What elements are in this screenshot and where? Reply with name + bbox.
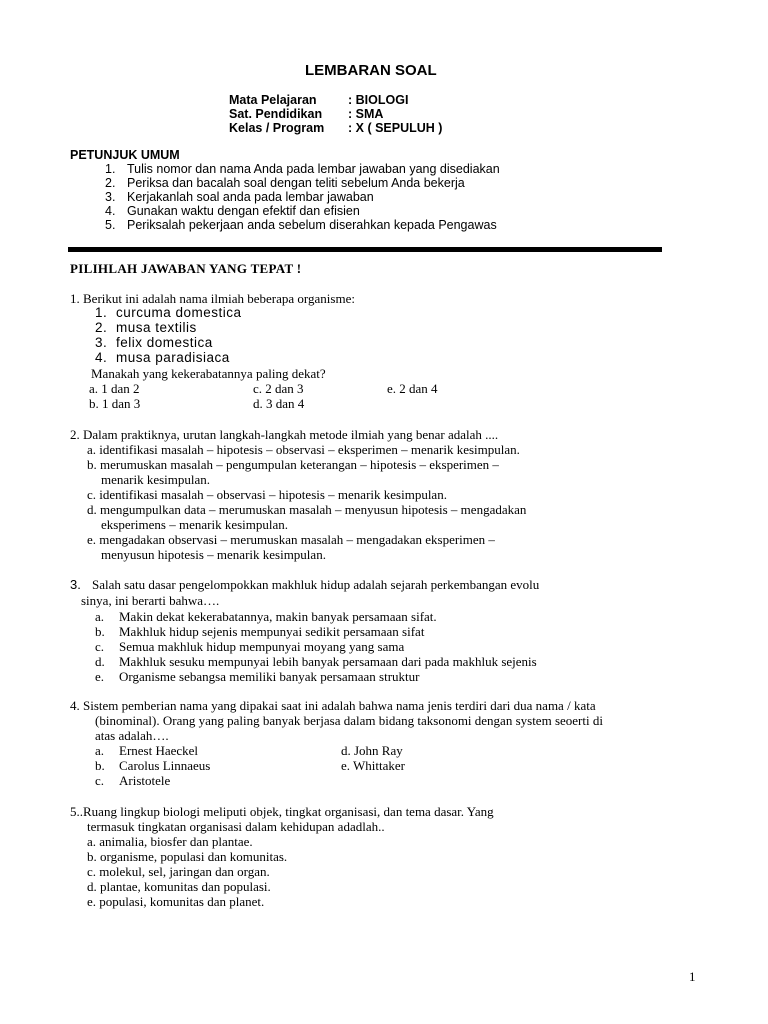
answer-instruction: PILIHLAH JAWABAN YANG TEPAT !: [70, 261, 302, 276]
option-letter: c.: [95, 639, 105, 654]
organism-name: musa paradisiaca: [116, 350, 230, 365]
option-a: a. 1 dan 2: [89, 381, 140, 396]
question-number: 3.: [70, 577, 81, 592]
option-text: Makhluk sesuku mempunyai lebih banyak persamaan dari pada makhluk sejenis: [119, 654, 537, 669]
question-prompt: Manakah yang kekerabatannya paling dekat?: [91, 366, 326, 381]
option-b: b. organisme, populasi dan komunitas.: [87, 849, 288, 864]
instruction-num: 4.: [105, 204, 116, 218]
header-label-subject: Mata Pelajaran: [229, 93, 317, 107]
header-value-school: : SMA: [348, 107, 384, 121]
option-letter: b.: [95, 758, 105, 773]
option-letter: e.: [95, 669, 105, 684]
question-stem-continued: (binominal). Orang yang paling banyak berjasa dalam bidang taksonomi dengan system seoerti di: [95, 713, 603, 728]
header-value-class: : X ( SEPULUH ): [348, 121, 443, 135]
option-e: e. Whittaker: [341, 758, 406, 773]
option-letter: d.: [95, 654, 105, 669]
instruction-text: Periksa dan bacalah soal dengan teliti sebelum Anda bekerja: [127, 176, 465, 190]
question-stem: 5..Ruang lingkup biologi meliputi objek, tingkat organisasi, dan tema dasar. Yang: [70, 804, 494, 819]
option-letter: b.: [95, 624, 105, 639]
option-a: a. identifikasi masalah – hipotesis – observasi – eksperimen – menarik kesimpulan.: [87, 442, 520, 457]
question-stem: 1. Berikut ini adalah nama ilmiah beberapa organisme:: [70, 291, 355, 306]
organism-num: 1.: [95, 305, 108, 320]
option-c: c. molekul, sel, jaringan dan organ.: [87, 864, 270, 879]
organism-name: musa textilis: [116, 320, 197, 335]
section-divider: [68, 247, 662, 252]
question-stem: Salah satu dasar pengelompokkan makhluk hidup adalah sejarah perkembangan evolu: [92, 577, 540, 592]
option-b: b. merumuskan masalah – pengumpulan keterangan – hipotesis – eksperimen –: [87, 457, 499, 472]
option-b: b. 1 dan 3: [89, 396, 141, 411]
header-label-class: Kelas / Program: [229, 121, 325, 135]
option-text: Semua makhluk hidup mempunyai moyang yang sama: [119, 639, 405, 654]
option-d: d. mengumpulkan data – merumuskan masalah – menyusun hipotesis – mengadakan: [87, 502, 527, 517]
instruction-num: 1.: [105, 162, 116, 176]
header-value-subject: : BIOLOGI: [348, 93, 409, 107]
organism-name: curcuma domestica: [116, 305, 242, 320]
instruction-num: 2.: [105, 176, 116, 190]
instruction-num: 3.: [105, 190, 116, 204]
instruction-text: Tulis nomor dan nama Anda pada lembar jawaban yang disediakan: [127, 162, 500, 176]
question-stem-end: atas adalah….: [95, 728, 169, 743]
option-e: e. mengadakan observasi – merumuskan masalah – mengadakan eksperimen –: [87, 532, 495, 547]
option-b-continued: menarik kesimpulan.: [101, 472, 211, 487]
question-stem-continued: sinya, ini berarti bahwa….: [81, 593, 220, 608]
option-letter: c.: [95, 773, 105, 788]
option-text: Makin dekat kekerabatannya, makin banyak persamaan sifat.: [119, 609, 437, 624]
page-title: LEMBARAN SOAL: [305, 62, 437, 79]
organism-num: 3.: [95, 335, 108, 350]
option-text: Organisme sebangsa memiliki banyak persamaan struktur: [119, 669, 420, 684]
option-d-continued: eksperimens – menarik kesimpulan.: [101, 517, 289, 532]
question-stem-continued: termasuk tingkatan organisasi dalam kehidupan adadlah..: [87, 819, 385, 834]
page-number: 1: [689, 969, 696, 984]
instruction-text: Gunakan waktu dengan efektif dan efisien: [127, 204, 360, 218]
option-c: c. identifikasi masalah – observasi – hipotesis – menarik kesimpulan.: [87, 487, 447, 502]
instruction-num: 5.: [105, 218, 116, 232]
question-stem: 4. Sistem pemberian nama yang dipakai saat ini adalah bahwa nama jenis terdiri dari dua nama / kata: [70, 698, 596, 713]
question-stem: 2. Dalam praktiknya, urutan langkah-langkah metode ilmiah yang benar adalah ....: [70, 427, 499, 442]
organism-num: 2.: [95, 320, 108, 335]
option-text: Carolus Linnaeus: [119, 758, 211, 773]
option-e: e. 2 dan 4: [387, 381, 438, 396]
organism-num: 4.: [95, 350, 108, 365]
option-text: Makhluk hidup sejenis mempunyai sedikit persamaan sifat: [119, 624, 425, 639]
instruction-text: Kerjakanlah soal anda pada lembar jawaban: [127, 190, 374, 204]
option-d: d. John Ray: [341, 743, 403, 758]
option-text: Aristotele: [119, 773, 171, 788]
option-letter: a.: [95, 743, 105, 758]
option-c: c. 2 dan 3: [253, 381, 304, 396]
organism-name: felix domestica: [116, 335, 213, 350]
option-e-continued: menyusun hipotesis – menarik kesimpulan.: [101, 547, 326, 562]
option-d: d. 3 dan 4: [253, 396, 305, 411]
option-e: e. populasi, komunitas dan planet.: [87, 894, 265, 909]
instruction-text: Periksalah pekerjaan anda sebelum diserahkan kepada Pengawas: [127, 218, 497, 232]
option-d: d. plantae, komunitas dan populasi.: [87, 879, 271, 894]
instructions-heading: PETUNJUK UMUM: [70, 148, 180, 162]
option-text: Ernest Haeckel: [119, 743, 199, 758]
option-letter: a.: [95, 609, 105, 624]
option-a: a. animalia, biosfer dan plantae.: [87, 834, 253, 849]
header-label-school: Sat. Pendidikan: [229, 107, 323, 121]
